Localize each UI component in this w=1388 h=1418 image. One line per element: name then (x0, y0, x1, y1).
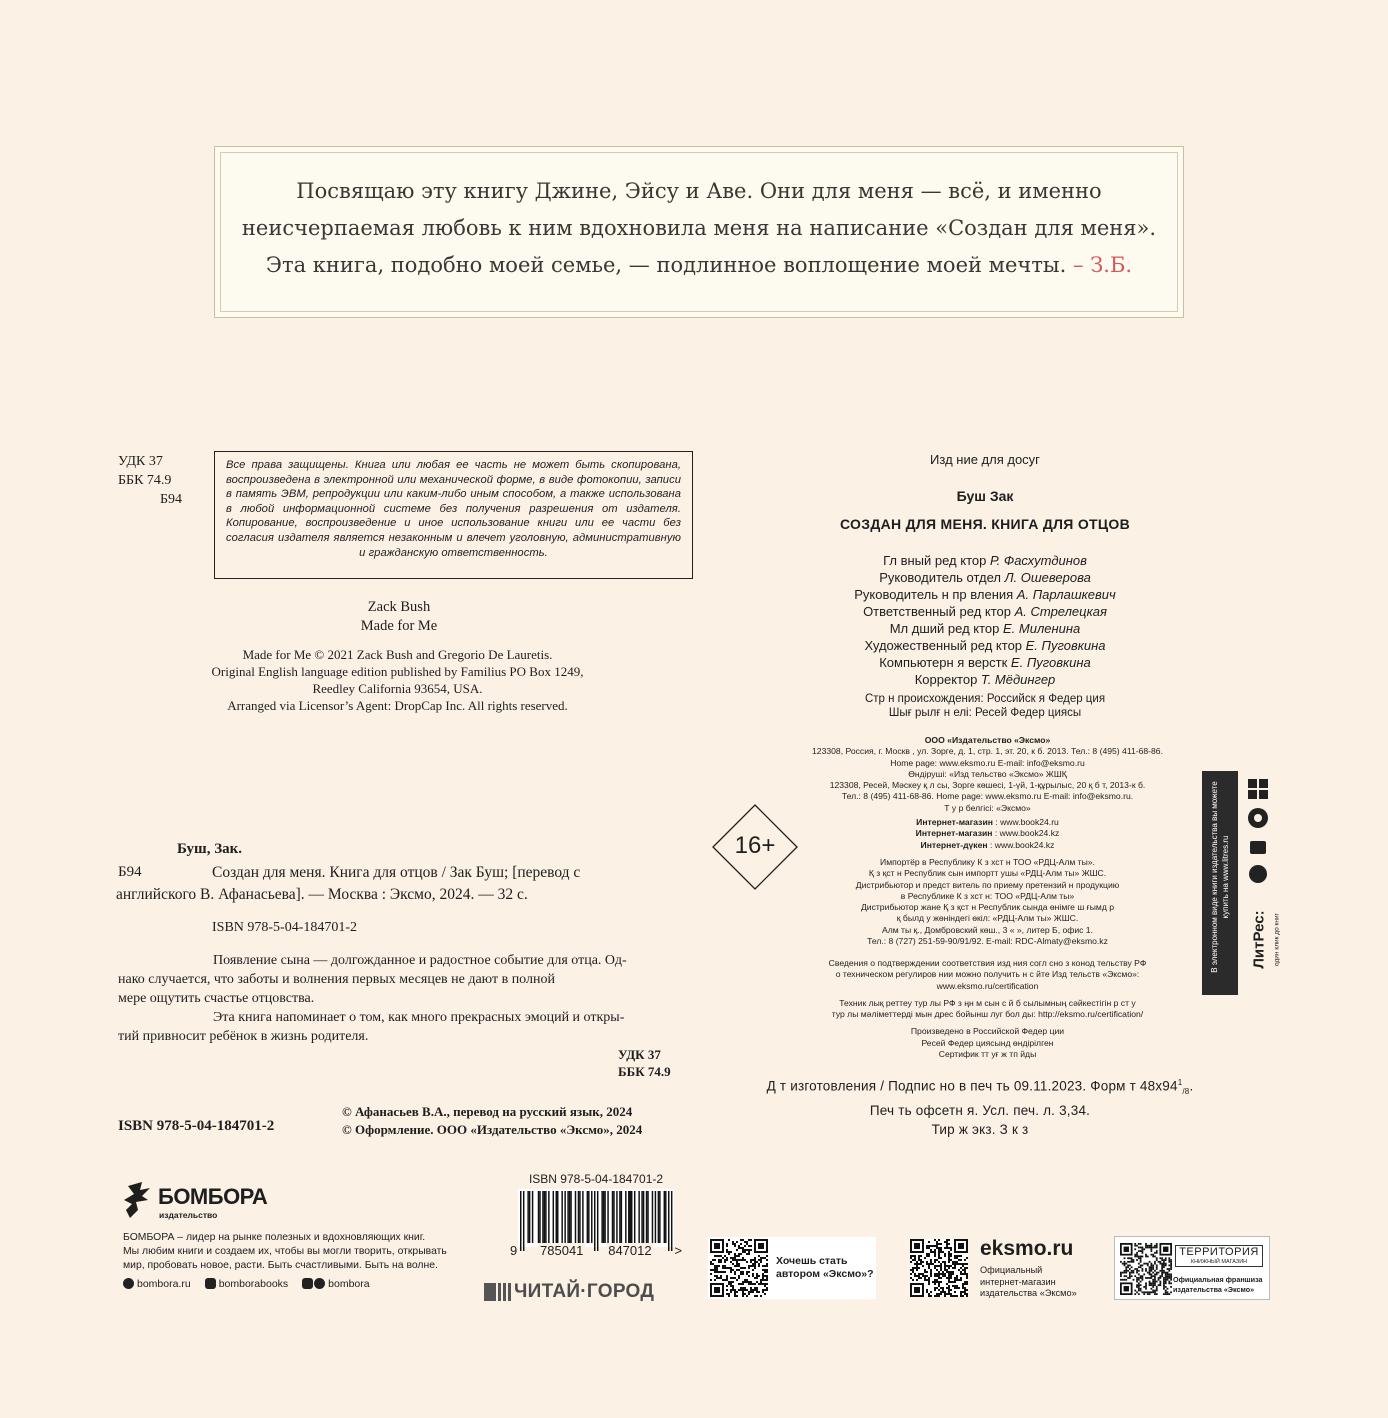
dedication-signature: – З.Б. (1073, 253, 1133, 277)
certification-line: Произведено в Российской Федер ции (910, 1026, 1065, 1037)
staff-line (790, 637, 1180, 654)
annotation-line: мере ощутить счастье отцовства. (118, 991, 315, 1006)
blurb-line: БОМБОРА – лидер на рынке полезных и вдохновляющих книг. (123, 1232, 426, 1243)
barcode-block (508, 1171, 684, 1273)
original-title-block (214, 598, 584, 636)
staff-line (790, 620, 1180, 637)
catalog-udk: УДК 37 (618, 1047, 661, 1062)
bombora-wordmark: БОМБОРА (158, 1184, 268, 1209)
certification-info (770, 958, 1205, 1060)
distribution-line: Дистрибьютор и предст витель по приему претензий н продукцию (855, 879, 1120, 890)
staff-name: Е. Пуговкина (1010, 655, 1091, 670)
staff-name: Л. Ошеверова (1004, 570, 1091, 585)
badge-line: Официальная франшиза (1173, 1275, 1263, 1284)
bombora-blurb (123, 1231, 503, 1274)
barcode-bar (553, 1191, 554, 1243)
copyright-footer (342, 1103, 642, 1139)
barcode-bar (616, 1191, 617, 1243)
barcode-bar (587, 1191, 588, 1243)
chitai-gorod-icon (484, 1283, 518, 1303)
staff-role: Руководитель н пр вления (854, 587, 1017, 602)
barcode-bar (597, 1191, 598, 1251)
copyright-design: © Оформление. ООО «Издательство «Эксмо», 2024 (342, 1122, 643, 1137)
catalog-isbn: ISBN 978-5-04-184701-2 (212, 920, 358, 935)
origin-kz: Шығ рылғ н елі: Ресей Федер циясы (888, 707, 1082, 719)
barcode-bar (625, 1191, 626, 1243)
dedication-line: Эта книга, подобно моей семье, — подлинное воплощение моей мечты. – З.Б. (265, 253, 1133, 277)
shop-label: Интернет-дүкен (920, 839, 988, 850)
catalog-index (618, 1046, 671, 1080)
litres-logo: ЛитРес: (1250, 910, 1268, 969)
certification-line: Сведения о подтверждении соответствия изд ния согл сно з конод тельству РФ (828, 958, 1147, 968)
description-line: Создан для меня. Книга для отцов / Зак Буш; [перевод с (212, 864, 581, 881)
catalog-bbk: ББК 74.9 (618, 1064, 671, 1079)
annotation-line: тий привносит ребёнок в жизнь родителя. (118, 1029, 369, 1044)
shop-line[interactable] (770, 840, 1205, 851)
qr-code-icon (1120, 1243, 1172, 1295)
description-line: английского В. Афанасьева]. — Москва : Эксмо, 2024. — 32 с. (116, 886, 528, 903)
barcode-bar (594, 1191, 595, 1251)
barcode-digit: 9 (510, 1243, 518, 1258)
bombora-links (123, 1278, 370, 1290)
copyright-line: Reedley California 93654, USA. (312, 681, 483, 696)
barcode-bar (607, 1191, 608, 1243)
staff-list (790, 552, 1180, 688)
barcode-bar (542, 1191, 543, 1243)
badge-line: Хочешь стать (776, 1255, 848, 1267)
barcode-bar (520, 1191, 521, 1251)
barcode-bar (630, 1191, 631, 1243)
catalog-author: Буш, Зак. (177, 841, 243, 857)
barcode-bar (588, 1191, 589, 1243)
barcode-bar (538, 1191, 539, 1243)
barcode-bar (641, 1191, 642, 1243)
staff-line (790, 569, 1180, 586)
print-type-line: Печ ть офсетн я. Усл. печ. л. 3,34. (869, 1103, 1091, 1119)
publisher-line: 123308, Ресей, Мәскеу қ л сы, Зорге көшесі, 1-үй, 1-құрылыс, 20 қ б т, 2013-к б. (829, 780, 1146, 791)
original-copyright (150, 646, 645, 714)
eksmo-badge-text (980, 1265, 1077, 1300)
annotation-line: Появление сына — долгожданное и радостное событие для отца. Од- (213, 953, 627, 968)
barcode-bar (557, 1191, 558, 1243)
publisher-line: 123308, Россия, г. Москв , ул. Зорге, д. 1, стр. 1, эт. 20, к б. 2013. Тел.: 8 (495) 411-68-86. (812, 746, 1163, 757)
telegram-icon (314, 1278, 325, 1289)
bombora-tg-link[interactable]: bombora (302, 1278, 369, 1290)
staff-role: Художественный ред ктор (864, 638, 1026, 653)
print-info (720, 1073, 1240, 1139)
staff-line (790, 603, 1180, 620)
barcode-bar (646, 1191, 647, 1243)
barcode-isbn: ISBN 978-5-04-184701-2 (528, 1172, 664, 1186)
publisher-line: Т у р белгісі: «Эксмо» (944, 802, 1031, 813)
litres-text (1209, 767, 1231, 987)
staff-role: Ответственный ред ктор (863, 604, 1015, 619)
publisher-line: ООО «Издательство «Эксмо» (924, 735, 1051, 745)
staff-line (790, 552, 1180, 569)
barcode-bar (665, 1191, 666, 1243)
distribution-line: Қ з қст н Республик сын импортт ушы «РДЦ-Алм ты» ЖШС. (868, 868, 1107, 879)
badge-line: Официальный (980, 1265, 1043, 1275)
staff-name: Т. Мёдингер (980, 672, 1056, 687)
copyright-translation: © Афанасьев В.А., перевод на русский язык, 2024 (342, 1104, 633, 1119)
barcode-digit: > (674, 1243, 682, 1258)
bombora-vk-link[interactable]: bomborabooks (205, 1278, 288, 1290)
publisher-line: Тел.: 8 (495) 411-68-86. Home page: www.eksmo.ru E-mail: info@eksmo.ru. (841, 791, 1134, 802)
barcode-bar (638, 1191, 639, 1243)
author-badge-text (776, 1255, 874, 1281)
original-title: Made for Me (360, 618, 438, 634)
barcode-bar (548, 1191, 549, 1243)
staff-role: Компьютерн я верстк (879, 655, 1011, 670)
publisher-line: Home page: www.eksmo.ru E-mail: info@eksmo.ru (890, 757, 1085, 768)
barcode-bar (658, 1191, 659, 1243)
barcode-bar (561, 1191, 562, 1243)
barcode-bar (643, 1191, 644, 1243)
dedication-line: неисчерпаемая любовь к ним вдохновила меня на написание «Создан для меня». (241, 216, 1157, 240)
copyright-line: Arranged via Licensor’s Agent: DropCap Inc. All rights reserved. (227, 698, 568, 713)
barcode-bar (604, 1191, 605, 1243)
copyright-line: Made for Me © 2021 Zack Bush and Gregorio De Lauretis. (242, 647, 553, 662)
annotation-line: Эта книга напоминает о том, как много прекрасных эмоций и откры- (213, 1010, 625, 1025)
author-mark: Б94 (160, 492, 183, 507)
distribution-line: Тел.: 8 (727) 251-59-90/91/92. E-mail: RDC-Almaty@eksmo.kz (867, 936, 1108, 947)
shop-url: : www.book24.kz (987, 839, 1055, 850)
rights-notice: Все права защищены. Книга или любая ее часть не может быть скопирована, воспроизведена в электронной или механической форме, в виде фотокопии, записи в память ЭВМ, репродукции или каким-либо иным способом, а также использована в любой информационной системе без получения разрешения от издателя. Копирование, воспроизведение и иное использование книги или ее части без согласия издателя является незаконным и влечет уголовную, административную и гражданскую ответственность. (226, 459, 681, 559)
classification-block (118, 452, 182, 509)
online-shops (770, 817, 1205, 851)
publisher-info (770, 735, 1205, 814)
imprint-title: СОЗДАН ДЛЯ МЕНЯ. КНИГА ДЛЯ ОТЦОВ (840, 516, 1130, 532)
globe-icon (123, 1278, 134, 1289)
certification-line: о техническом регулиров нии можно получить н с йте Изд тельств «Эксмо»: (835, 969, 1140, 980)
eksmo-site: eksmo.ru (980, 1237, 1074, 1260)
litres-banner[interactable] (1202, 771, 1238, 995)
litres-icons (1242, 771, 1281, 995)
badge-line: издательства «Эксмо» (980, 1288, 1077, 1298)
age-rating-label: 16+ (734, 832, 776, 859)
barcode-bar (621, 1191, 622, 1243)
annotation-line: нако случается, что заботы и волнения первых месяцев не дают в полной (118, 972, 555, 987)
barcode-bar (628, 1191, 629, 1243)
barcode-bar (582, 1191, 583, 1243)
barcode-bar (612, 1191, 613, 1243)
youtube-icon (302, 1278, 313, 1289)
staff-line (790, 586, 1180, 603)
badge-line: интернет-магазин (980, 1276, 1056, 1287)
barcode-bar (603, 1191, 604, 1243)
copyright-line: Original English language edition published by Familius PO Box 1249, (211, 664, 584, 679)
shop-label: Интернет-магазин (916, 817, 993, 827)
staff-name: Е. Миленина (1002, 621, 1081, 636)
shop-url: : www.book24.kz (992, 828, 1060, 839)
certification-line: Техник лық реттеу тур лы РФ з ңн м сын с й б сылымның сәйкестігін р ст у (839, 997, 1136, 1008)
origin-ru: Стр н происхождения: Российск я Федер ция (864, 693, 1106, 705)
badge-line: автором «Эксмо»? (776, 1268, 874, 1280)
isbn-bold: ISBN 978-5-04-184701-2 (118, 1118, 275, 1134)
shop-label: Интернет-магазин (915, 828, 993, 839)
original-author: Zack Bush (367, 599, 431, 615)
udk-code: УДК 37 (118, 454, 163, 469)
eksmo-badge[interactable] (910, 1237, 1082, 1299)
certification-line: www.eksmo.ru/certification (936, 980, 1039, 991)
dedication-text (215, 173, 1183, 284)
litres-slogan: один клик до книг (1273, 913, 1281, 966)
dedication-line: Посвящаю эту книгу Джине, Эйсу и Аве. Они для меня — всё, и именно (296, 179, 1102, 203)
staff-role: Гл вный ред ктор (883, 553, 990, 568)
barcode-bar (523, 1191, 524, 1251)
territory-logo (1175, 1245, 1263, 1267)
barcode-bar (578, 1191, 579, 1243)
barcode-bar (569, 1191, 570, 1243)
edition-type: Изд ние для досуг (930, 452, 1040, 467)
staff-role: Руководитель отдел (879, 570, 1005, 585)
bombora-site-link[interactable]: bombora.ru (123, 1278, 191, 1290)
barcode-bar (655, 1191, 656, 1243)
barcode-bar (647, 1191, 648, 1243)
distribution-line: қ былд у жөніндегі өкіл: «РДЦ-Алм ты» ЖШС. (896, 913, 1079, 924)
platform-icons (1242, 771, 1276, 901)
bbk-code: ББК 74.9 (118, 473, 172, 488)
territory-wordmark: ТЕРРИТОРИЯ (1179, 1246, 1259, 1258)
barcode-digits (508, 1243, 684, 1258)
rights-notice-box (214, 451, 693, 579)
qr-code-icon (710, 1239, 768, 1297)
print-run-line: Тир ж экз. З к з (931, 1122, 1029, 1138)
distribution-line: в Республике К з хст н: ТОО «РДЦ-Алм ты» (900, 890, 1075, 901)
barcode-bar (671, 1191, 672, 1251)
shop-line[interactable] (770, 828, 1205, 839)
barcode-bar (619, 1191, 620, 1243)
staff-line (790, 671, 1180, 688)
barcode-bar (532, 1191, 533, 1243)
territory-badge-text (1173, 1275, 1263, 1294)
litres-text-line: купить на www.litres.ru (1221, 835, 1230, 919)
dedication-frame (214, 146, 1184, 318)
certification-line: Ресей Федер циясынд өндірілген (921, 1037, 1054, 1048)
barcode-bar (613, 1191, 614, 1243)
shop-url: : www.book24.ru (992, 817, 1059, 827)
litres-text-line: В электронном виде книги издательства вы можете (1210, 781, 1219, 973)
territory-badge[interactable] (1114, 1236, 1270, 1300)
barcode-bar (634, 1191, 635, 1243)
distribution-line: Импортёр в Республику К з хст н ТОО «РДЦ-Алм ты». (880, 857, 1095, 867)
barcode-bar (575, 1191, 576, 1243)
distribution-info (770, 857, 1205, 947)
barcode-bar (539, 1191, 540, 1243)
badge-line: издательства «Эксмо» (1173, 1284, 1255, 1294)
barcode-bar (567, 1191, 568, 1243)
barcode-bar (529, 1191, 530, 1243)
author-badge[interactable] (708, 1237, 876, 1299)
bombora-mark-icon (122, 1180, 156, 1220)
blurb-line: мир, пробовать новое, расти. Быть счастливыми. Быть на волне. (123, 1260, 438, 1272)
chitai-gorod-wordmark: ЧИТАЙ·ГОРОД (514, 1281, 655, 1302)
barcode-bar (570, 1191, 571, 1243)
staff-role: Мл дший ред ктор (889, 621, 1003, 636)
annotation (118, 951, 680, 1046)
barcode-bar (652, 1191, 653, 1243)
barcode-bar (527, 1191, 528, 1243)
barcode-bar (556, 1191, 557, 1243)
distribution-line: Алм ты қ., Домбровский көш., 3 « », литер Б, офис 1. (882, 924, 1093, 935)
origin-block (790, 692, 1180, 720)
publisher-line: Өндіруші: «Изд тельство «Эксмо» ЖШҚ (908, 768, 1067, 779)
vk-icon (205, 1278, 216, 1289)
barcode-bar (659, 1191, 660, 1243)
staff-name: А. Стрелецкая (1014, 604, 1107, 619)
qr-code-icon (910, 1239, 968, 1297)
blurb-line: Мы любим книги и создаем их, чтобы вы могли творить, открывать (123, 1246, 447, 1258)
territory-sub: КНИЖНЫЙ МАГАЗИН (1190, 1259, 1248, 1265)
barcode-bar (544, 1191, 545, 1243)
imprint-author: Буш Зак (956, 488, 1014, 504)
certification-line: тур лы мәліметтерді мын дрес бойынш луг бол ды: http://eksmo.ru/certification/ (831, 1009, 1144, 1020)
distribution-line: Дистрибьютор жане Қ з қст н Республик сында өнімге ш ғымд р (860, 902, 1115, 913)
barcode-bar (601, 1191, 602, 1243)
staff-name: Р. Фасхутдинов (989, 553, 1087, 568)
barcode-digit: 847012 (608, 1243, 652, 1258)
barcode-bar (579, 1191, 580, 1243)
print-date-line: Д т изготовления / Подпис но в печ ть 09.11.2023. Форм т $48x94^1_{/8}$. (766, 1078, 1194, 1097)
catalog-code: Б94 (118, 864, 142, 880)
age-rating-badge (712, 804, 798, 890)
barcode-bar (545, 1191, 546, 1243)
barcode-digit: 785041 (540, 1243, 584, 1258)
barcode-bar (591, 1191, 592, 1243)
barcode-bar (664, 1191, 665, 1243)
staff-role: Корректор (914, 672, 981, 687)
barcode-bar (564, 1191, 565, 1243)
barcode-bar (631, 1191, 632, 1243)
staff-name: А. Парлашкевич (1016, 587, 1116, 602)
bombora-sub: издательство (159, 1210, 218, 1220)
barcode-bar (668, 1191, 669, 1251)
staff-line (790, 654, 1180, 671)
shop-line[interactable] (770, 817, 1205, 828)
certification-line: Сертифик тт уғ ж тп йды (938, 1049, 1037, 1060)
staff-name: Е. Пуговкина (1025, 638, 1106, 653)
